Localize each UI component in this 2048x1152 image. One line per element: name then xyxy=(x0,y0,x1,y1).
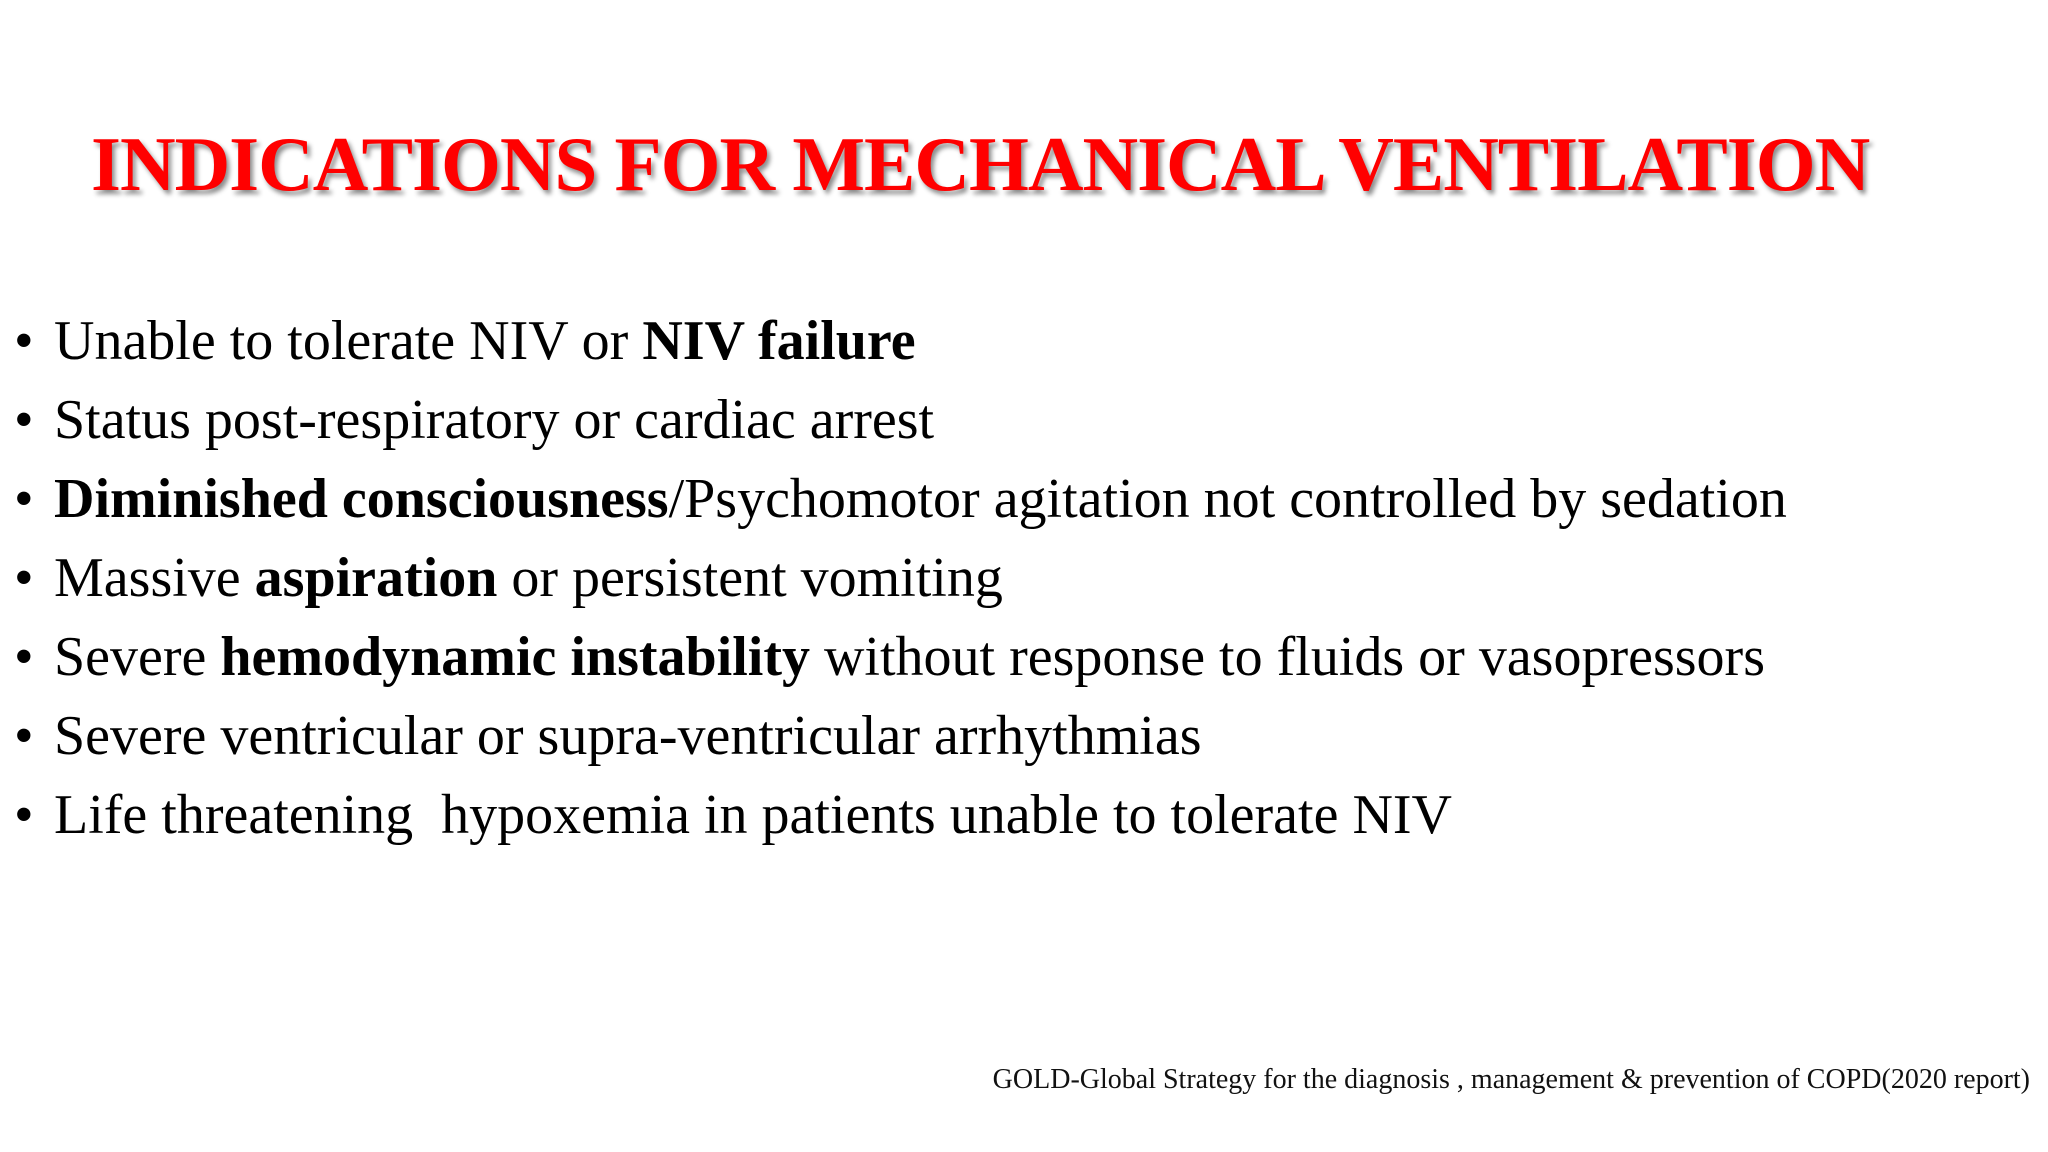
bullet-item xyxy=(14,381,2014,460)
bullet-dot: • xyxy=(14,310,34,372)
bullet-text: Life threatening hypoxemia in patients unable to tolerate NIV xyxy=(54,784,1452,846)
bullet-text-bold: NIV failure xyxy=(642,310,916,372)
bullet-text: Massive xyxy=(54,547,255,609)
bullet-item xyxy=(14,302,2014,381)
bullet-text: Severe xyxy=(54,626,221,688)
bullet-item xyxy=(14,460,2014,539)
bullet-text: or persistent vomiting xyxy=(497,547,1003,609)
bullet-text: Status post-respiratory or cardiac arrest xyxy=(54,389,935,451)
bullet-item xyxy=(14,618,2014,697)
bullet-dot: • xyxy=(14,389,34,451)
bullet-dot: • xyxy=(14,705,34,767)
bullet-dot: • xyxy=(14,468,34,530)
bullet-text: /Psychomotor agitation not controlled by sedation xyxy=(668,468,1787,530)
bullet-text-bold: Diminished consciousness xyxy=(54,468,669,530)
bullet-text: without response to fluids or vasopressors xyxy=(809,626,1765,688)
bullet-text: Severe ventricular or supra-ventricular arrhythmias xyxy=(54,705,1202,767)
bullet-dot: • xyxy=(14,547,34,609)
bullet-dot: • xyxy=(14,626,34,688)
bullet-item xyxy=(14,539,2014,618)
bullet-text-bold: hemodynamic instability xyxy=(220,626,810,688)
bullet-list xyxy=(14,302,2014,855)
bullet-item xyxy=(14,697,2014,776)
bullet-text-bold: aspiration xyxy=(254,547,498,609)
citation: GOLD-Global Strategy for the diagnosis , management & prevention of COPD(2020 report) xyxy=(992,1064,2030,1095)
bullet-item xyxy=(14,776,2014,855)
bullet-dot: • xyxy=(14,784,34,846)
slide-title: INDICATIONS FOR MECHANICAL VENTILATION xyxy=(91,121,1870,207)
bullet-text: Unable to tolerate NIV or xyxy=(54,310,643,372)
